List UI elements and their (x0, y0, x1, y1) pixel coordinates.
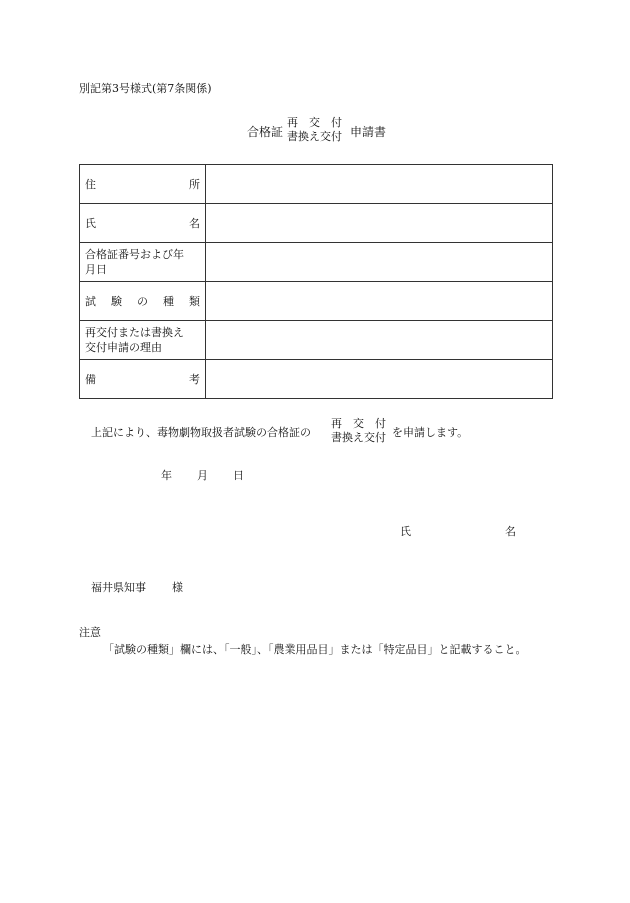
row-label-exam-type (80, 282, 206, 321)
name-field[interactable] (206, 204, 553, 243)
addressee-honorific: 様 (172, 581, 183, 594)
addressee-office: 福井県知事 (91, 581, 146, 594)
label-char: 試 (85, 294, 96, 308)
remarks-field[interactable] (206, 360, 553, 399)
label-char: 考 (189, 372, 200, 386)
label-line: 再交付または書換え (85, 326, 184, 339)
label-char: の (137, 294, 148, 308)
application-table (79, 164, 553, 399)
certificate-number-field[interactable] (206, 243, 553, 282)
title-option-rewrite: 書換え交付 (287, 130, 342, 143)
label-char: 名 (189, 216, 200, 230)
table-row (80, 204, 553, 243)
title-option-reissue: 再 交 付 (287, 116, 342, 129)
table-row (80, 282, 553, 321)
form-reference: 別記第3号様式(第7条関係) (79, 82, 212, 95)
note-heading: 注意 (79, 626, 101, 639)
applicant-name-left: 氏 (400, 525, 411, 538)
table-row (80, 321, 553, 360)
date-year: 年 (161, 469, 172, 482)
exam-type-field[interactable] (206, 282, 553, 321)
label-char: 類 (189, 294, 200, 308)
statement-option-reissue: 再 交 付 (331, 417, 386, 430)
row-label-certificate-number (80, 243, 206, 282)
date-day: 日 (233, 469, 244, 482)
row-label-address (80, 165, 206, 204)
statement-option-rewrite: 書換え交付 (331, 431, 386, 444)
applicant-name-right: 名 (505, 525, 516, 538)
label-line: 合格証番号および年 (85, 248, 184, 261)
label-char: 住 (85, 177, 96, 191)
label-char: 氏 (85, 216, 96, 230)
table-row (80, 243, 553, 282)
label-char: 所 (189, 177, 200, 191)
row-label-remarks (80, 360, 206, 399)
row-label-name (80, 204, 206, 243)
table-row (80, 165, 553, 204)
label-line: 交付申請の理由 (85, 341, 162, 354)
statement-suffix: を申請します。 (392, 426, 469, 439)
row-label-reason (80, 321, 206, 360)
title-options (287, 116, 342, 144)
note-text: 「試験の種類」欄には、「一般」、「農業用品目」または「特定品目」と記載すること。 (103, 643, 527, 656)
title-suffix: 申請書 (350, 125, 387, 139)
label-char: 備 (85, 372, 96, 386)
statement-prefix: 上記により、毒物劇物取扱者試験の合格証の (91, 426, 311, 439)
label-line: 月日 (85, 263, 107, 276)
label-char: 種 (163, 294, 174, 308)
label-char: 験 (111, 294, 122, 308)
title-prefix: 合格証 (247, 125, 284, 139)
reason-field[interactable] (206, 321, 553, 360)
address-field[interactable] (206, 165, 553, 204)
statement-options (331, 417, 386, 445)
date-month: 月 (197, 469, 208, 482)
table-row (80, 360, 553, 399)
